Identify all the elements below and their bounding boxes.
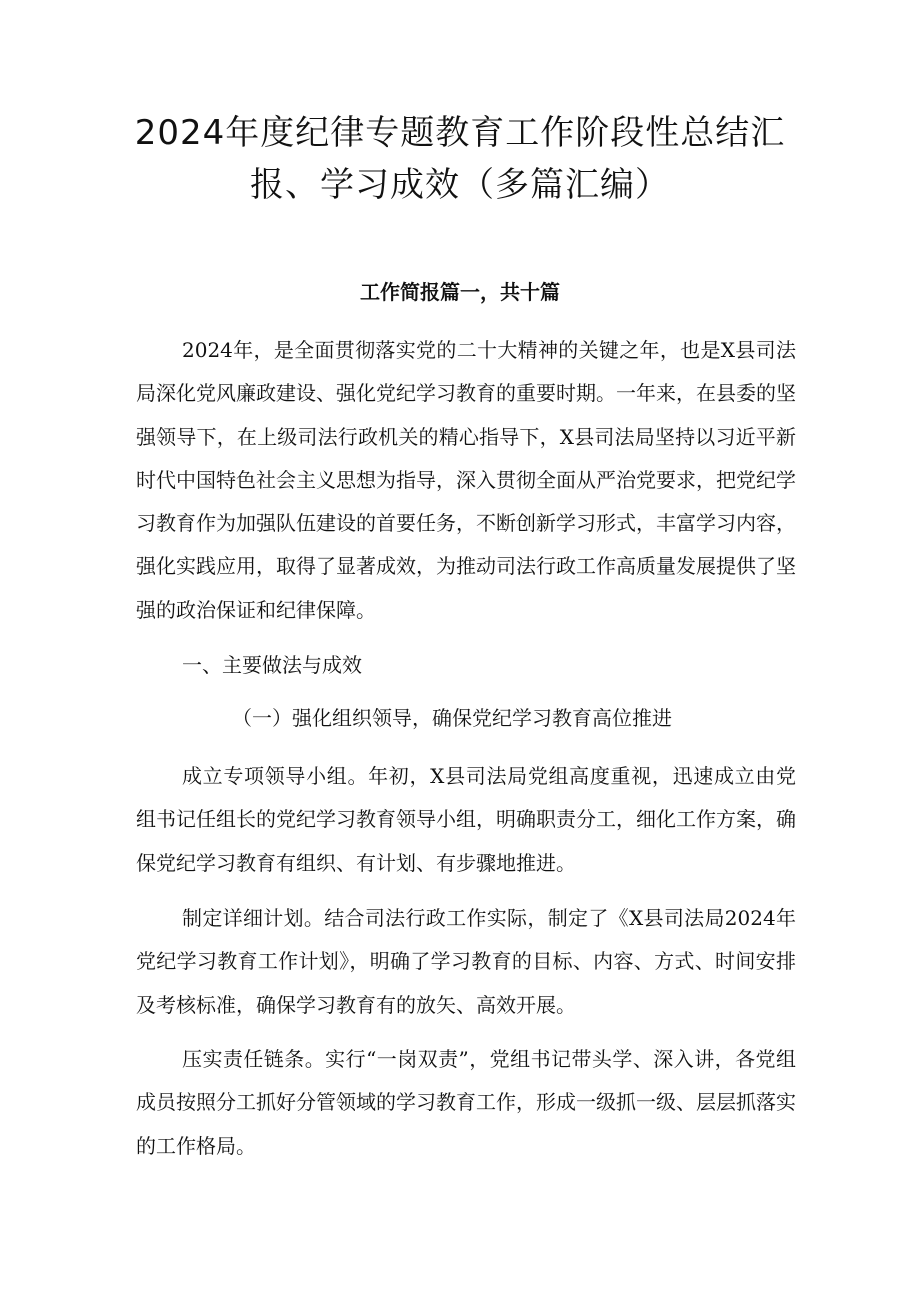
document-title-line-2: 报、学习成效（多篇汇编） [250,165,670,205]
document-title-line-1: 2024年度纪律专题教育工作阶段性总结汇 [134,113,786,153]
paragraph-detailed-plan: 制定详细计划。结合司法行政工作实际，制定了《X县司法局2024年党纪学习教育工作计划》，明确了学习教育的目标、内容、方式、时间安排及考核标准，确保学习教育有的放矢、高效开展。 [136,906,796,1017]
section-heading: 一、主要做法与成效 [182,653,362,677]
intro-paragraph: 2024年，是全面贯彻落实党的二十大精神的关键之年，也是X县司法局深化党风廉政建设、强化党纪学习教育的重要时期。一年来，在县委的坚强领导下，在上级司法行政机关的精心指导下，X县司法局坚持以习近平新时代中国特色社会主义思想为指导，深入贯彻全面从严治党要求，把党纪学习教育作为加强队伍建设的首要任务，不断创新学习形式，丰富学习内容，强化实践应用，取得了显著成效，为推动司法行政工作高质量发展提供了坚强的政治保证和纪律保障。 [136,338,796,622]
document-subtitle: 工作简报篇一，共十篇 [360,280,560,304]
paragraph-responsibility-chain: 压实责任链条。实行“一岗双责”，党组书记带头学、深入讲，各党组成员按照分工抓好分管领域的学习教育工作，形成一级抓一级、层层抓落实的工作格局。 [136,1047,796,1158]
paragraph-leadership-group: 成立专项领导小组。年初，X县司法局党组高度重视，迅速成立由党组书记任组长的党纪学习教育领导小组，明确职责分工，细化工作方案，确保党纪学习教育有组织、有计划、有步骤地推进。 [136,764,796,875]
subsection-heading: （一）强化组织领导，确保党纪学习教育高位推进 [232,706,672,730]
